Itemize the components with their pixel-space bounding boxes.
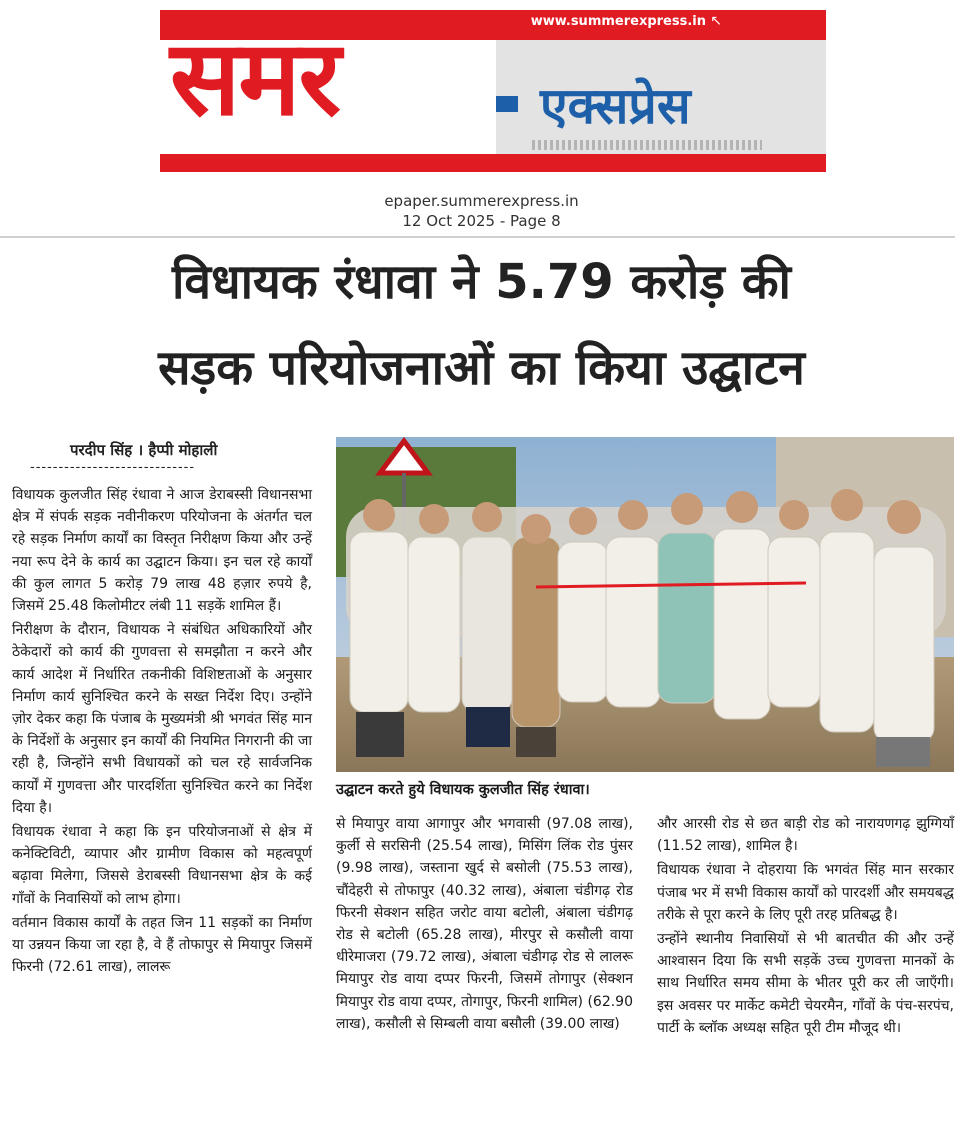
logo-stripes: [532, 140, 762, 150]
column-3-paragraph-2: विधायक रंधावा ने दोहराया कि भगवंत सिंह मान सरकार पंजाब भर में सभी विकास कार्यों को पारदर्शी और समयबद्ध तरीके से पूरा करने के लिए पूरी तरह प्रतिबद्ध है।: [657, 862, 954, 923]
headline-line-2: सड़क परियोजनाओं का किया उद्घाटन: [158, 340, 805, 396]
column-1-paragraph-4: वर्तमान विकास कार्यों के तहत जिन 11 सड़कों का निर्माण या उन्नयन किया जा रहा है, वे हैं तोफापुर से मियापुर जिसमें फिरनी (72.61 लाख), लालरू: [12, 914, 312, 976]
article-column-2: [336, 813, 633, 1037]
logo-main-text: समर: [170, 17, 340, 139]
column-3-paragraph-1: और आरसी रोड से छत बाड़ी रोड को नारायणगढ़ झुग्गियाँ (11.52 लाख), शामिल है।: [657, 816, 954, 855]
logo-accent-bar: [496, 96, 518, 112]
byline-separator: -----------------------------: [30, 460, 196, 475]
byline: परदीप सिंह । हैप्पी मोहाली: [70, 441, 218, 459]
headline-line-1: विधायक रंधावा ने 5.79 करोड़ की: [171, 254, 791, 310]
masthead: [160, 10, 826, 172]
column-2-paragraph-1: से मियापुर वाया आगापुर और भगवासी (97.08 लाख), कुर्ली से सरसिनी (25.54 लाख), मिसिंग लिंक रोड पुंसर (9.98 लाख), जस्ताना खुर्द से बसोली (75.53 लाख), चौंदेहरी से तोफापुर (40.32 लाख), अंबाला चंडीगढ़ रोड फिरनी सेक्शन सहित जरोट वाया बटोली, अंबाला चंडीगढ़ रोड से बटोली (65.28 लाख), मीरपुर से कसौली वाया धीरेमाजरा (79.72 लाख), अंबाला चंडीगढ़ रोड से लालरू मियापुर रोड वाया दप्पर फिरनी, जिसमें तोगापुर (सेक्शन मियापुर रोड वाया दप्पर, तोगापुर, फिरनी शामिल) (62.90 लाख), कसौली से सिम्बली वाया बसौली (39.00 लाख): [336, 816, 633, 1032]
logo-sub-text: एक्सप्रेस: [540, 77, 691, 135]
column-1-paragraph-3: विधायक रंधावा ने कहा कि इन परियोजनाओं से क्षेत्र में कनेक्टिविटी, व्यापार और ग्रामीण विकास को महत्वपूर्ण बढ़ावा मिलेगा, जिससे डेराबस्सी विधानसभा क्षेत्र के कई गाँवों के निवासियों को लाभ होगा।: [12, 824, 312, 907]
cursor-arrow-icon: ↖: [710, 13, 722, 29]
column-1-paragraph-2: निरीक्षण के दौरान, विधायक ने संबंधित अधिकारियों और ठेकेदारों को कार्य की गुणवत्ता से समझौता न करने और कार्य आदेश में निर्धारित तकनीकी विशिष्टताओं के अनुसार निर्माण कार्य सुनिश्चित करने के सख्त निर्देश दिए। उन्होंने ज़ोर देकर कहा कि पंजाब के मुख्यमंत्री श्री भगवंत सिंह मान के निर्देशों के अनुसार इन कार्यों की नियमित निगरानी की जा रही है, जिन्होंने सभी विधायकों को चल रहे सार्वजनिक कार्यों में गुणवत्ता और पारदर्शिता सुनिश्चित करने का निर्देश दिया है।: [12, 622, 312, 816]
article-photo: [336, 437, 954, 772]
article-column-3: [657, 813, 954, 1041]
epaper-url[interactable]: epaper.summerexpress.in: [384, 192, 579, 210]
column-3-paragraph-3: उन्होंने स्थानीय निवासियों से भी बातचीत की और उन्हें आश्वासन दिया कि सभी सड़कें उच्च गुणवत्ता मानकों के साथ निर्धारित समय सीमा के भीतर पूरी कर ली जाएँगी। इस अवसर पर मार्केट कमेटी चेयरमैन, गाँवों के पंच-सरपंच, पार्टी के ब्लॉक अध्यक्ष सहित पूरी टीम मौजूद थी।: [657, 931, 954, 1036]
photo-caption: उद्घाटन करते हुये विधायक कुलजीत सिंह रंधावा।: [336, 782, 590, 798]
site-url[interactable]: www.summerexpress.in: [530, 14, 706, 29]
column-1-paragraph-1: विधायक कुलजीत सिंह रंधावा ने आज डेराबस्सी विधानसभा क्षेत्र में संपर्क सड़क नवीनीकरण परियोजना के अंतर्गत चल रहे सड़क निर्माण कार्यों का विस्तृत निरीक्षण किया और उन्हें नया रूप देने के कार्य का उद्घाटन किया। इन चल रहे कार्यों की कुल लागत 5 करोड़ 79 लाख 48 हज़ार रुपये है, जिसमें 25.48 किलोमीटर लंबी 11 सड़कें शामिल हैं।: [12, 487, 312, 615]
photo-illustration: [336, 437, 954, 772]
article-column-1: [12, 484, 312, 980]
header-divider: [0, 236, 955, 238]
edition-date-page: 12 Oct 2025 - Page 8: [402, 212, 561, 230]
